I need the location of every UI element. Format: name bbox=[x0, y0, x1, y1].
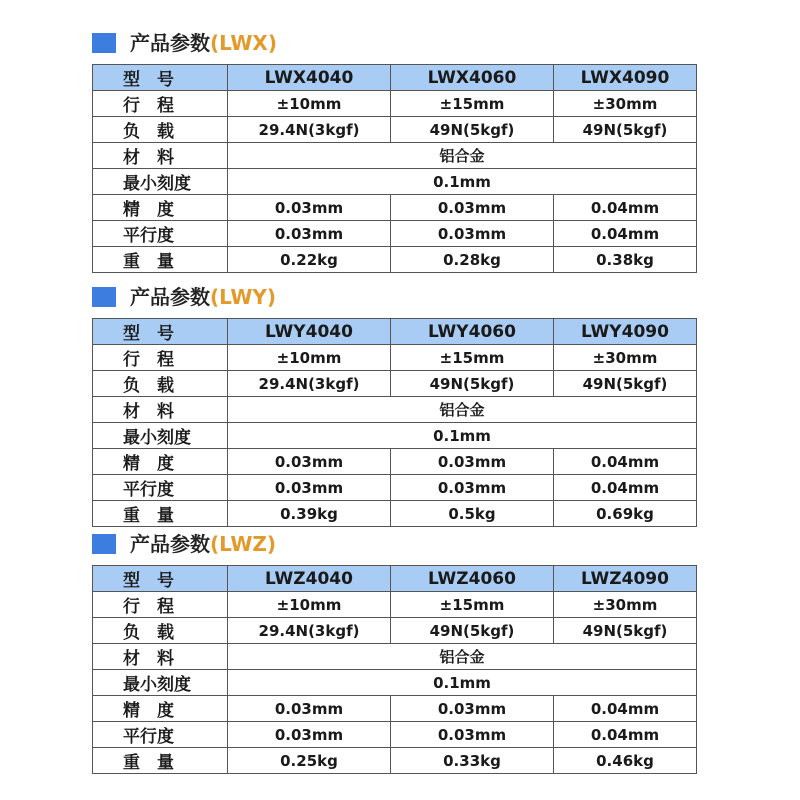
blue-square-icon bbox=[92, 534, 116, 554]
value-cell: 29.4N(3kgf) bbox=[228, 618, 391, 644]
table-row-weight bbox=[93, 748, 697, 774]
table-row-load bbox=[93, 117, 697, 143]
series-code: (LWY) bbox=[210, 285, 277, 309]
value-cell: 0.04mm bbox=[554, 221, 697, 247]
row-label: 最小刻度 bbox=[93, 423, 228, 449]
value-cell: 0.04mm bbox=[554, 696, 697, 722]
model-cell: LWZ4090 bbox=[554, 566, 697, 592]
row-label: 行 程 bbox=[93, 345, 228, 371]
section-header bbox=[92, 284, 692, 310]
model-cell: LWY4040 bbox=[228, 319, 391, 345]
series-code: (LWZ) bbox=[210, 532, 277, 556]
value-cell: 0.1mm bbox=[228, 169, 697, 195]
value-cell: ±10mm bbox=[228, 91, 391, 117]
value-cell: 0.1mm bbox=[228, 670, 697, 696]
section-header bbox=[92, 531, 692, 557]
value-cell: 0.04mm bbox=[554, 195, 697, 221]
value-cell: 29.4N(3kgf) bbox=[228, 117, 391, 143]
value-cell: ±15mm bbox=[391, 592, 554, 618]
value-cell: 0.25kg bbox=[228, 748, 391, 774]
table-row-weight bbox=[93, 247, 697, 273]
model-cell: LWZ4040 bbox=[228, 566, 391, 592]
model-cell: LWY4090 bbox=[554, 319, 697, 345]
row-label: 材 料 bbox=[93, 644, 228, 670]
value-cell: ±15mm bbox=[391, 345, 554, 371]
value-cell: 0.1mm bbox=[228, 423, 697, 449]
value-cell: 49N(5kgf) bbox=[554, 117, 697, 143]
row-label: 精 度 bbox=[93, 696, 228, 722]
row-label: 行 程 bbox=[93, 91, 228, 117]
spec-table bbox=[92, 64, 697, 273]
row-label: 平行度 bbox=[93, 722, 228, 748]
row-label: 精 度 bbox=[93, 195, 228, 221]
model-cell: LWX4090 bbox=[554, 65, 697, 91]
row-label: 平行度 bbox=[93, 221, 228, 247]
value-cell: 49N(5kgf) bbox=[554, 371, 697, 397]
value-cell: 0.03mm bbox=[391, 195, 554, 221]
value-cell: 0.03mm bbox=[391, 722, 554, 748]
value-cell: 0.33kg bbox=[391, 748, 554, 774]
table-row-stroke bbox=[93, 91, 697, 117]
value-cell: 0.03mm bbox=[391, 449, 554, 475]
model-cell: LWZ4060 bbox=[391, 566, 554, 592]
value-cell: 49N(5kgf) bbox=[391, 618, 554, 644]
table-row-weight bbox=[93, 501, 697, 527]
value-cell: 0.38kg bbox=[554, 247, 697, 273]
value-cell: 0.03mm bbox=[228, 449, 391, 475]
row-label: 最小刻度 bbox=[93, 169, 228, 195]
value-cell: 0.28kg bbox=[391, 247, 554, 273]
table-row-model bbox=[93, 319, 697, 345]
table-row-stroke bbox=[93, 345, 697, 371]
table-row-material bbox=[93, 397, 697, 423]
value-cell: 0.04mm bbox=[554, 449, 697, 475]
value-cell: 0.03mm bbox=[391, 696, 554, 722]
row-label: 负 载 bbox=[93, 371, 228, 397]
section-title: 产品参数(LWX) bbox=[130, 31, 277, 55]
table-row-material bbox=[93, 143, 697, 169]
table-row-min-scale bbox=[93, 423, 697, 449]
value-cell: 0.46kg bbox=[554, 748, 697, 774]
value-cell: 0.04mm bbox=[554, 475, 697, 501]
spec-table bbox=[92, 565, 697, 774]
value-cell: 49N(5kgf) bbox=[554, 618, 697, 644]
row-label: 精 度 bbox=[93, 449, 228, 475]
value-cell: ±15mm bbox=[391, 91, 554, 117]
value-cell: 0.03mm bbox=[228, 475, 391, 501]
model-cell: LWX4060 bbox=[391, 65, 554, 91]
value-cell: 0.03mm bbox=[391, 221, 554, 247]
value-cell: ±30mm bbox=[554, 91, 697, 117]
row-label: 负 载 bbox=[93, 117, 228, 143]
value-cell: 0.39kg bbox=[228, 501, 391, 527]
value-cell: 0.22kg bbox=[228, 247, 391, 273]
value-cell: 0.03mm bbox=[228, 696, 391, 722]
row-label: 重 量 bbox=[93, 748, 228, 774]
table-row-model bbox=[93, 65, 697, 91]
section-title: 产品参数(LWY) bbox=[130, 285, 277, 309]
table-row-parallelism bbox=[93, 221, 697, 247]
value-cell: 0.03mm bbox=[228, 722, 391, 748]
row-label: 负 载 bbox=[93, 618, 228, 644]
value-cell: ±10mm bbox=[228, 345, 391, 371]
table-row-parallelism bbox=[93, 722, 697, 748]
value-cell: 0.04mm bbox=[554, 722, 697, 748]
value-cell: ±30mm bbox=[554, 592, 697, 618]
table-row-accuracy bbox=[93, 195, 697, 221]
table-row-min-scale bbox=[93, 670, 697, 696]
row-label: 最小刻度 bbox=[93, 670, 228, 696]
value-cell: ±30mm bbox=[554, 345, 697, 371]
table-row-accuracy bbox=[93, 449, 697, 475]
spec-table bbox=[92, 318, 697, 527]
model-cell: LWY4060 bbox=[391, 319, 554, 345]
model-cell: LWX4040 bbox=[228, 65, 391, 91]
table-row-accuracy bbox=[93, 696, 697, 722]
value-cell: 铝合金 bbox=[228, 143, 697, 169]
section-title: 产品参数(LWZ) bbox=[130, 532, 277, 556]
table-row-stroke bbox=[93, 592, 697, 618]
row-label: 型 号 bbox=[93, 65, 228, 91]
table-row-material bbox=[93, 644, 697, 670]
row-label: 重 量 bbox=[93, 501, 228, 527]
table-row-load bbox=[93, 618, 697, 644]
table-row-load bbox=[93, 371, 697, 397]
table-row-parallelism bbox=[93, 475, 697, 501]
value-cell: 0.69kg bbox=[554, 501, 697, 527]
value-cell: 铝合金 bbox=[228, 644, 697, 670]
row-label: 重 量 bbox=[93, 247, 228, 273]
series-code: (LWX) bbox=[210, 31, 277, 55]
table-row-min-scale bbox=[93, 169, 697, 195]
value-cell: 49N(5kgf) bbox=[391, 371, 554, 397]
value-cell: 49N(5kgf) bbox=[391, 117, 554, 143]
value-cell: 0.03mm bbox=[391, 475, 554, 501]
row-label: 行 程 bbox=[93, 592, 228, 618]
row-label: 材 料 bbox=[93, 397, 228, 423]
row-label: 型 号 bbox=[93, 319, 228, 345]
section-header bbox=[92, 30, 692, 56]
value-cell: 29.4N(3kgf) bbox=[228, 371, 391, 397]
value-cell: ±10mm bbox=[228, 592, 391, 618]
row-label: 型 号 bbox=[93, 566, 228, 592]
value-cell: 0.03mm bbox=[228, 195, 391, 221]
value-cell: 0.5kg bbox=[391, 501, 554, 527]
table-row-model bbox=[93, 566, 697, 592]
row-label: 平行度 bbox=[93, 475, 228, 501]
blue-square-icon bbox=[92, 33, 116, 53]
value-cell: 0.03mm bbox=[228, 221, 391, 247]
blue-square-icon bbox=[92, 287, 116, 307]
row-label: 材 料 bbox=[93, 143, 228, 169]
value-cell: 铝合金 bbox=[228, 397, 697, 423]
